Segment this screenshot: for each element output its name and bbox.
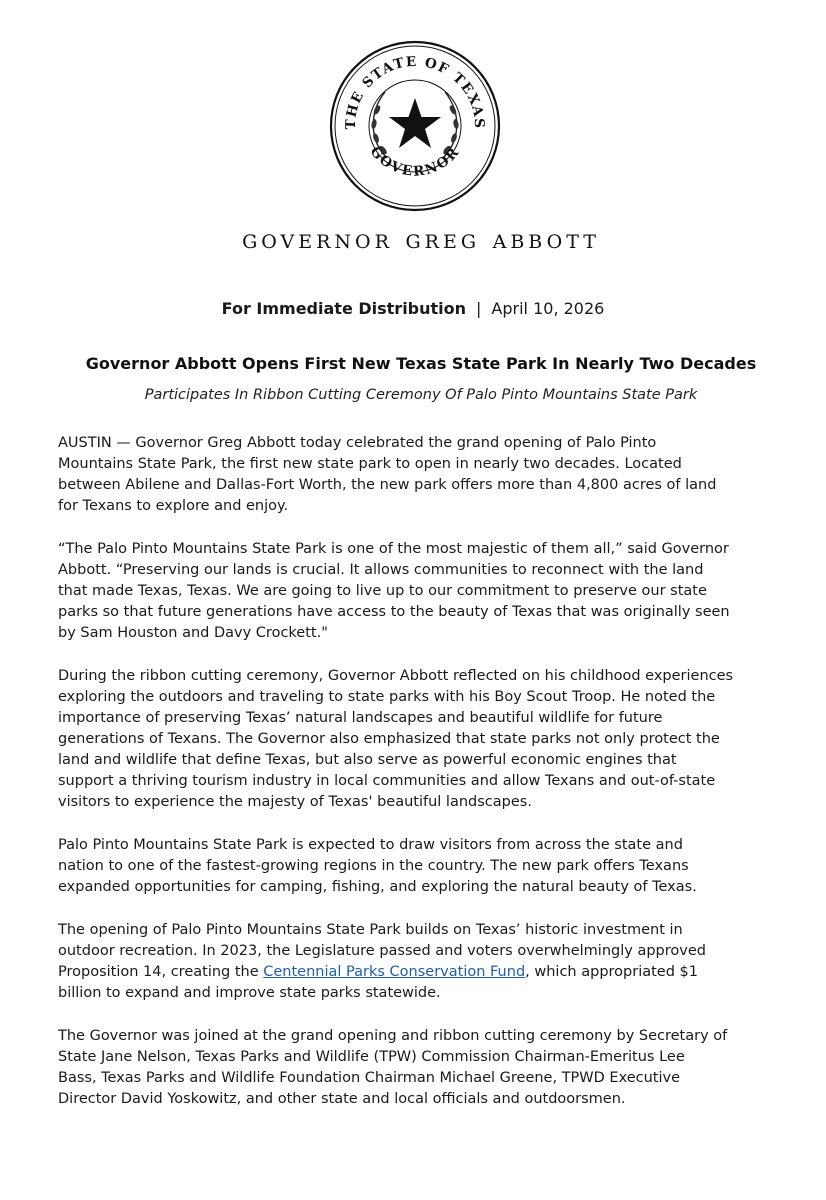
paragraph-line: The Governor was joined at the grand opening and ribbon cutting ceremony by Secretary of [58, 1028, 728, 1044]
paragraph-line: for Texans to explore and enjoy. [58, 498, 289, 514]
paragraph-line: Mountains State Park, the first new state park to open in nearly two decades. Located [58, 456, 682, 472]
paragraph-line: Palo Pinto Mountains State Park is expected to draw visitors from across the state and [58, 837, 683, 853]
paragraph-line: “The Palo Pinto Mountains State Park is one of the most majestic of them all,” said Governor [58, 541, 729, 557]
paragraph-line: outdoor recreation. In 2023, the Legislature passed and voters overwhelmingly approved [58, 943, 706, 959]
paragraph-line: by Sam Houston and Davy Crockett." [58, 625, 328, 641]
paragraph-line: generations of Texans. The Governor also emphasized that state parks not only protect the [58, 731, 720, 747]
distribution-label: For Immediate Distribution [221, 299, 467, 318]
paragraph-line: State Jane Nelson, Texas Parks and Wildlife (TPW) Commission Chairman-Emeritus Lee [58, 1049, 685, 1065]
paragraph-ceremony [58, 666, 788, 813]
paragraph-line: between Abilene and Dallas-Fort Worth, the new park offers more than 4,800 acres of land [58, 477, 717, 493]
paragraph-line: Abbott. “Preserving our lands is crucial. It allows communities to reconnect with the land [58, 562, 704, 578]
paragraph-line: Bass, Texas Parks and Wildlife Foundation Chairman Michael Greene, TPWD Executive [58, 1070, 681, 1086]
seal-bottom-text: GOVERNOR [366, 143, 464, 180]
paragraph-line: visitors to experience the majesty of Texas' beautiful landscapes. [58, 794, 532, 810]
seal-top-text: THE STATE OF TEXAS [342, 53, 488, 130]
centennial-parks-fund-link[interactable]: Centennial Parks Conservation Fund [263, 964, 526, 980]
paragraph-line: expanded opportunities for camping, fishing, and exploring the natural beauty of Texas. [58, 879, 697, 895]
paragraph-line: billion to expand and improve state parks statewide. [58, 985, 441, 1001]
paragraph-text: , which appropriated $1 [525, 964, 698, 980]
release-body [58, 433, 788, 1132]
paragraph-line: exploring the outdoors and traveling to state parks with his Boy Scout Troop. He noted the [58, 689, 716, 705]
paragraph-line: that made Texas, Texas. We are going to live up to our commitment to preserve our state [58, 583, 707, 599]
paragraph-text: Proposition 14, creating the [58, 964, 264, 980]
paragraph-line: Director David Yoskowitz, and other state and local officials and outdoorsmen. [58, 1091, 626, 1107]
distribution-separator: | [476, 299, 482, 318]
paragraph-line: parks so that future generations have access to the beauty of Texas that was originally seen [58, 604, 730, 620]
paragraph-line: The opening of Palo Pinto Mountains State Park builds on Texas’ historic investment in [58, 922, 683, 938]
paragraph-line: land and wildlife that define Texas, but also serve as powerful economic engines that [58, 752, 677, 768]
texas-governor-seal [329, 40, 501, 212]
paragraph-investment [58, 920, 788, 1004]
paragraph-quote [58, 539, 788, 644]
texas-star-seal-icon [329, 40, 501, 212]
paragraph-line: importance of preserving Texas’ natural landscapes and beautiful wildlife for future [58, 710, 663, 726]
governor-name-heading: governor greg abbott [242, 224, 600, 255]
distribution-line [0, 299, 826, 318]
release-date: April 10, 2026 [491, 299, 605, 318]
paragraph-visitors [58, 835, 788, 898]
headline: Governor Abbott Opens First New Texas State Park In Nearly Two Decades [85, 354, 757, 373]
paragraph-line: During the ribbon cutting ceremony, Governor Abbott reflected on his childhood experiences [58, 668, 734, 684]
paragraph-line [58, 962, 788, 983]
subheadline: Participates In Ribbon Cutting Ceremony Of Palo Pinto Mountains State Park [144, 387, 698, 403]
paragraph-attendees [58, 1026, 788, 1110]
paragraph-line: AUSTIN — Governor Greg Abbott today celebrated the grand opening of Palo Pinto [58, 435, 657, 451]
paragraph-line: nation to one of the fastest-growing regions in the country. The new park offers Texans [58, 858, 689, 874]
paragraph-intro [58, 433, 788, 517]
paragraph-line: support a thriving tourism industry in local communities and allow Texans and out-of-state [58, 773, 716, 789]
